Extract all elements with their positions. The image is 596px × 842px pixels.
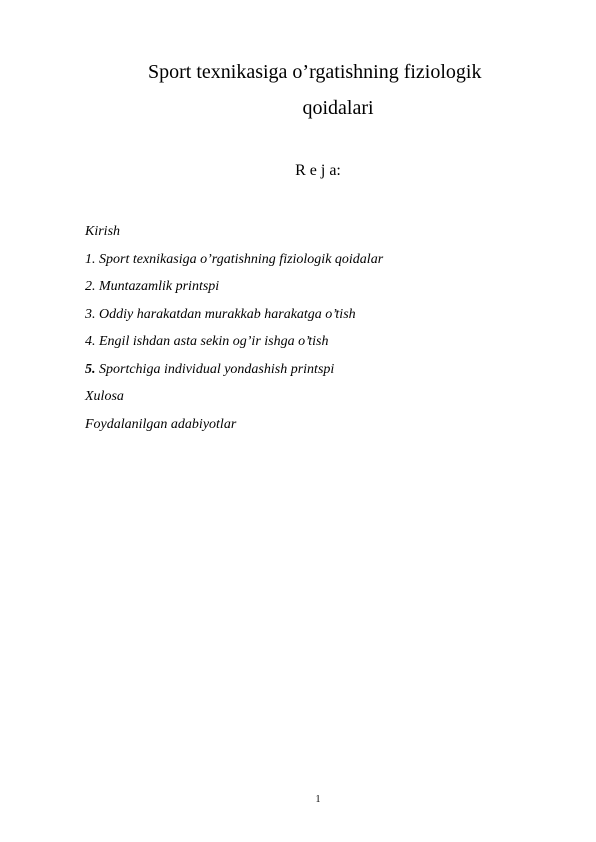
toc-item-5 bbox=[85, 356, 383, 384]
page-number: 1 bbox=[315, 794, 321, 805]
page-title-line-2: qoidalari bbox=[302, 97, 374, 119]
toc-item-number: 2. bbox=[85, 279, 96, 294]
toc-item-number: 1. bbox=[85, 251, 96, 267]
plan-heading: R e j a: bbox=[295, 162, 341, 179]
toc-item-number: 5. bbox=[85, 361, 96, 377]
toc-item-1 bbox=[85, 246, 383, 274]
toc-item-text: Engil ishdan asta sekin og’ir ishga o’tish bbox=[95, 334, 329, 349]
toc-item-number: 4. bbox=[85, 334, 96, 349]
toc-item-text: Muntazamlik printspi bbox=[95, 279, 220, 294]
toc-item-references bbox=[85, 411, 383, 439]
toc-item-conclusion bbox=[85, 383, 383, 411]
toc-item-4 bbox=[85, 328, 383, 356]
toc-item-3 bbox=[85, 301, 383, 329]
toc-item-text: Kirish bbox=[85, 224, 121, 239]
toc-item-text: Sport texnikasiga o’rgatishning fiziologik qoidalar bbox=[95, 251, 384, 267]
toc-item-intro bbox=[85, 218, 383, 246]
toc-item-text: Oddiy harakatdan murakkab harakatga o’tish bbox=[95, 306, 356, 322]
toc-item-text: Foydalanilgan adabiyotlar bbox=[85, 416, 237, 432]
toc-item-number: 3. bbox=[85, 306, 96, 322]
toc-item-text: Sportchiga individual yondashish printspi bbox=[95, 361, 335, 377]
toc-item-2 bbox=[85, 273, 383, 301]
page-title-line-1: Sport texnikasiga o’rgatishning fiziologik bbox=[148, 61, 482, 83]
table-of-contents bbox=[85, 218, 383, 438]
toc-item-text: Xulosa bbox=[85, 389, 124, 404]
